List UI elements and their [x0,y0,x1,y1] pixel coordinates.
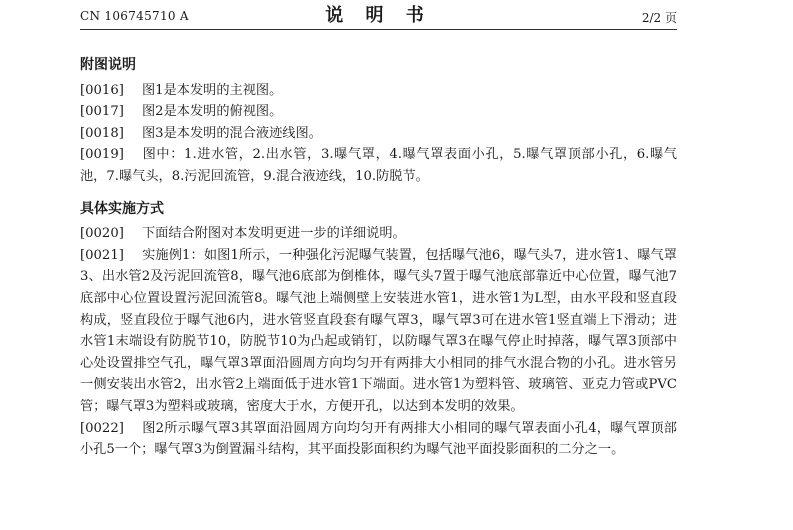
paragraph-number: [0018] [80,125,124,141]
page-header [80,0,677,30]
paragraph-number: [0022] [80,420,124,436]
section-figure-description [80,55,677,188]
paragraph-number: [0016] [80,82,124,98]
paragraph-text: 下面结合附图对本发明更进一步的详细说明。 [142,226,406,242]
paragraph-text: 图2是本发明的俯视图。 [142,104,283,120]
paragraph-0021 [80,245,677,418]
section-heading: 附图说明 [80,57,136,73]
paragraph-text: 实施例1：如图1所示，一种强化污泥曝气装置，包括曝气池6，曝气头7，进水管1、曝气罩3、出水管2及污泥回流管8，曝气池6底部为倒椎体，曝气头7置于曝气池底部靠近中心位置，曝气池7底部中心位置设置污泥回流管8。曝气池上端侧壁上安装进水管1，进水管1为L型，由水平段和竖直段构成，竖直段位于曝气池6内，进水管竖直段套有曝气罩3，曝气罩3可在进水管1竖直端上下滑动；进水管1末端设有防脱节10，防脱节10为凸起或销钉，以防曝气罩3在曝气停止时掉落，曝气罩3顶部中心处设置排空气孔，曝气罩3罩面沿圆周方向均匀开有两排大小相同的排气水混合物的小孔。进水管另一侧安装出水管2，出水管2上端面低于进水管1下端面。进水管1为塑料管、玻璃管、亚克力管或PVC管；曝气罩3为塑料或玻璃，密度大于水，方便开孔，以达到本发明的效果。 [80,247,677,414]
paragraph-text: 图2所示曝气罩3其罩面沿圆周方向均匀开有两排大小相同的曝气罩表面小孔4，曝气罩顶部小孔5一个；曝气罩3为倒置漏斗结构，其平面投影面积约为曝气池平面投影面积的二分之一。 [80,420,677,458]
paragraph-text: 图1是本发明的主视图。 [142,82,283,98]
paragraph-number: [0021] [80,247,124,263]
paragraph-0018 [80,123,677,145]
paragraph-0017 [80,101,677,123]
paragraph-0022 [80,418,677,461]
document-body [80,55,677,461]
paragraph-text: 图中：1.进水管，2.出水管，3.曝气罩，4.曝气罩表面小孔，5.曝气罩顶部小孔，6.曝气池，7.曝气头，8.污泥回流管，9.混合液迹线，10.防脱节。 [80,147,677,184]
page-number: 2/2 页 [641,11,677,25]
document-title: 说 明 书 [325,5,432,26]
section-embodiment [80,199,677,461]
patent-number: CN 106745710 A [80,9,189,23]
paragraph-number: [0019] [80,147,124,163]
header-rule [80,29,677,30]
paragraph-text: 图3是本发明的混合液迹线图。 [142,125,322,141]
paragraph-0019 [80,144,677,187]
paragraph-0020 [80,223,677,245]
paragraph-number: [0017] [80,104,124,120]
section-heading: 具体实施方式 [80,200,164,217]
paragraph-number: [0020] [80,226,124,242]
paragraph-0016 [80,80,677,102]
